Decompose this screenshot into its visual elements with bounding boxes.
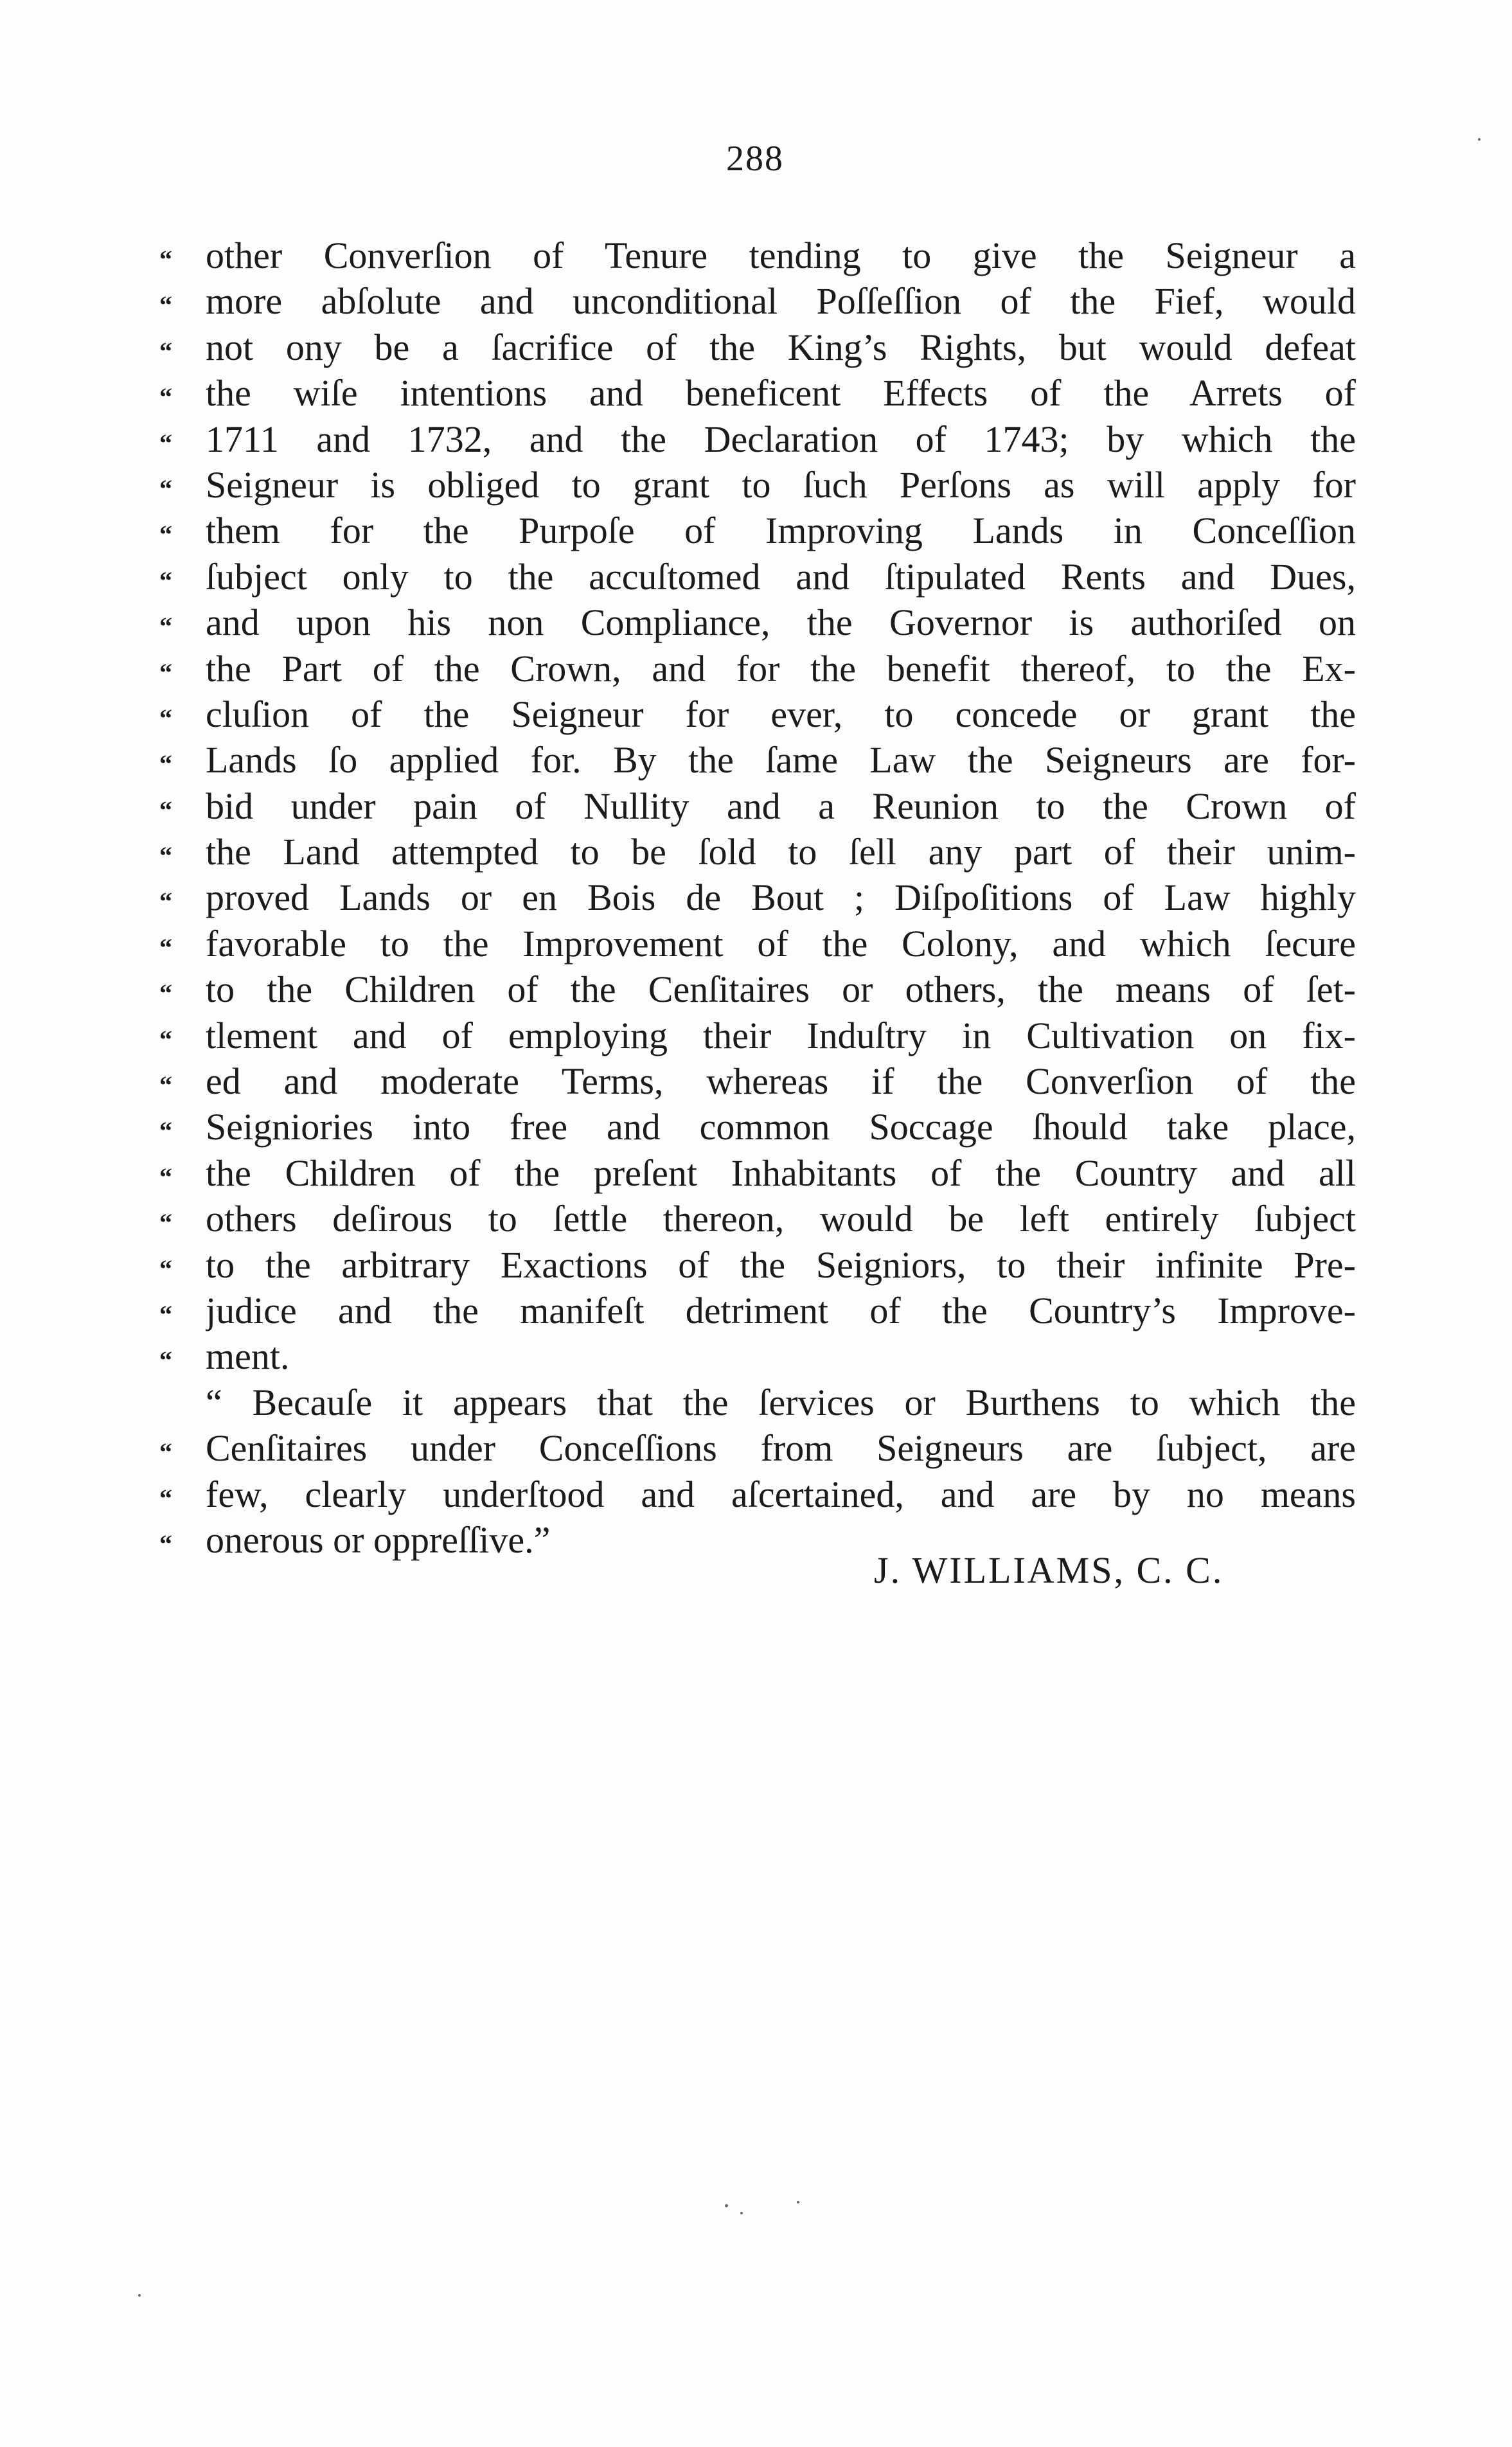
text-line [154,921,1356,966]
signature-line: J. WILLIAMS, C. C. [874,1549,1224,1591]
quote-mark: “ [159,1254,172,1283]
line-text: others deſirous to ſettle thereon, would be left entirely ſubject [206,1198,1356,1240]
text-line [154,1333,1356,1379]
line-text: the Children of the preſent Inhabitants of the Country and all [206,1152,1356,1194]
quote-mark: “ [159,1483,172,1513]
line-text: Cenſitaires under Conceſſions from Seigneurs are ſubject, are [206,1427,1356,1470]
text-line [154,462,1356,508]
quote-mark: “ [159,336,172,366]
line-text: to the Children of the Cenſitaires or others, the means of ſet- [206,968,1356,1011]
text-line [154,1058,1356,1104]
text-line [154,1288,1356,1333]
quote-mark: “ [159,1162,172,1191]
text-line [154,554,1356,600]
text-line [154,416,1356,462]
quote-mark: “ [159,612,172,641]
line-text: the Part of the Crown, and for the benefit thereof, to the Ex- [206,647,1356,690]
line-text: cluſion of the Seigneur for ever, to concede or grant the [206,693,1356,735]
line-text: judice and the manifeſt detriment of the Country’s Improve- [206,1289,1356,1331]
line-text: few, clearly underſtood and aſcertained, and are by no means [206,1473,1356,1515]
line-text: to the arbitrary Exactions of the Seigniors, to their infinite Pre- [206,1243,1356,1286]
text-line [154,600,1356,645]
text-line [154,737,1356,783]
paper-speck [725,2204,728,2207]
line-text: Lands ſo applied for. By the ſame Law the Seigneurs are for- [206,739,1356,781]
text-line [154,1150,1356,1196]
text-line [154,370,1356,416]
text-line [154,1425,1356,1471]
quote-mark: “ [159,1024,172,1054]
quote-mark: “ [159,1299,172,1329]
line-text: bid under pain of Nullity and a Reunion to the Crown of [206,785,1356,827]
quote-mark: “ [159,749,172,779]
line-text: them for the Purpoſe of Improving Lands in Conceſſion [206,510,1356,552]
quote-mark: “ [159,565,172,595]
text-line [154,1013,1356,1058]
paper-speck [138,2294,141,2297]
quote-mark: “ [159,1116,172,1146]
line-text: not ony be a ſacrifice of the King’s Rights, but would defeat [206,326,1356,368]
quote-mark: “ [159,1346,172,1375]
quote-mark: “ [159,657,172,687]
quote-mark: “ [159,290,172,320]
quote-mark: “ [159,887,172,916]
quote-mark: “ [159,979,172,1008]
text-line [154,233,1356,278]
text-line [154,1472,1356,1517]
quote-mark: “ [159,795,172,824]
line-text: ſubject only to the accuſtomed and ſtipulated Rents and Dues, [206,555,1356,598]
quote-mark: “ [159,1437,172,1467]
paper-speck [1478,138,1481,141]
quote-mark: “ [159,382,172,412]
text-line [154,508,1356,553]
line-text: more abſolute and unconditional Poſſeſſion of the Fief, would [206,280,1356,323]
text-line [154,829,1356,875]
quote-mark: “ [159,520,172,549]
quote-mark: “ [159,428,172,458]
line-text: onerous or oppreſſive.” [206,1518,551,1561]
text-line [154,966,1356,1012]
text-line [154,1196,1356,1241]
text-line [154,325,1356,370]
line-text: 1711 and 1732, and the Declaration of 1743; by which the [206,418,1356,460]
line-text: Seigniories into free and common Soccage ſhould take place, [206,1106,1356,1148]
text-line [154,783,1356,829]
body-text [154,233,1356,1563]
quote-mark: “ [159,932,172,962]
page-number: 288 [726,139,784,179]
quote-mark: “ [159,1071,172,1100]
line-text: ed and moderate Terms, whereas if the Converſion of the [206,1060,1356,1103]
line-text: other Converſion of Tenure tending to give the Seigneur a [206,235,1356,276]
text-line [154,646,1356,691]
text-line [154,1104,1356,1150]
text-line [154,1380,1356,1425]
line-text: tlement and of employing their Induſtry in Cultivation on fix- [206,1014,1356,1056]
line-text: Seigneur is obliged to grant to ſuch Perſons as will apply for [206,463,1356,506]
quote-mark: “ [159,703,172,733]
text-line [154,875,1356,920]
text-line [154,1242,1356,1288]
text-line [154,691,1356,737]
line-text: proved Lands or en Bois de Bout ; Diſpoſitions of Law highly [206,876,1356,919]
line-text: the Land attempted to be ſold to ſell any part of their unim- [206,831,1356,873]
line-text: ment. [206,1335,290,1378]
quote-mark: “ [159,1208,172,1238]
paper-speck [740,2212,743,2214]
line-text: favorable to the Improvement of the Colony, and which ſecure [206,922,1356,965]
line-text: and upon his non Compliance, the Governor is authoriſed on [206,601,1356,644]
line-text: “ Becauſe it appears that the ſervices or Burthens to which the [206,1381,1356,1423]
quote-mark: “ [159,245,172,274]
quote-mark: “ [159,474,172,503]
quote-mark: “ [159,841,172,871]
text-line [154,278,1356,324]
line-text: the wiſe intentions and beneficent Effects of the Arrets of [206,372,1356,414]
quote-mark: “ [159,1529,172,1558]
paper-speck [797,2201,799,2203]
